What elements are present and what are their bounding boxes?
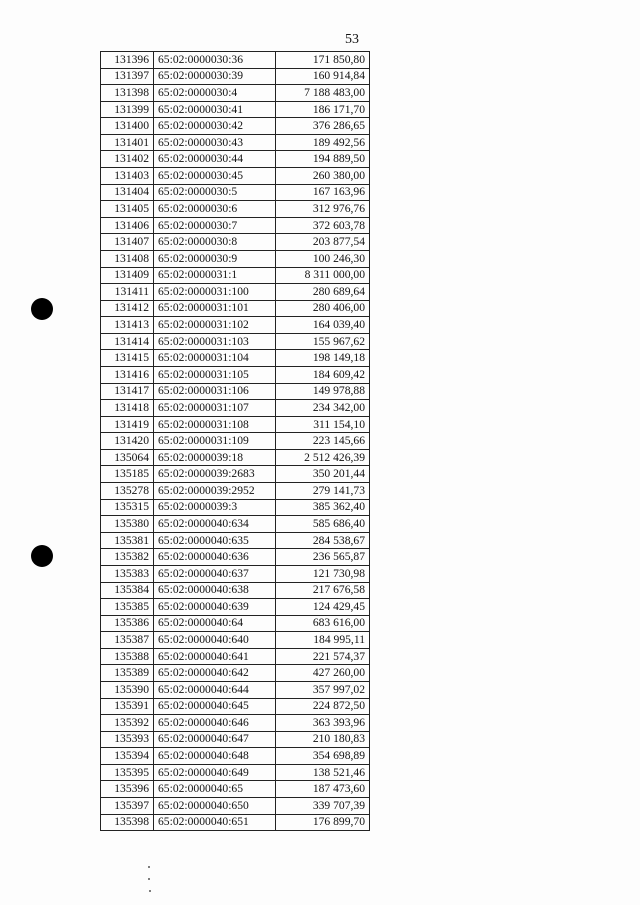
cadastral-value-cell: 279 141,73: [276, 483, 370, 500]
row-number-cell: 131406: [101, 217, 154, 234]
cadastral-number-cell: 65:02:0000030:4: [154, 85, 276, 102]
cadastral-number-cell: 65:02:0000030:41: [154, 101, 276, 118]
row-number-cell: 131415: [101, 350, 154, 367]
cadastral-value-cell: 155 967,62: [276, 333, 370, 350]
row-number-cell: 135185: [101, 466, 154, 483]
table-row: [101, 217, 370, 234]
table-row: [101, 333, 370, 350]
row-number-cell: 131418: [101, 400, 154, 417]
cadastral-value-cell: 160 914,84: [276, 68, 370, 85]
cadastral-number-cell: 65:02:0000040:640: [154, 632, 276, 649]
cadastral-number-cell: 65:02:0000039:2683: [154, 466, 276, 483]
cadastral-number-cell: 65:02:0000031:102: [154, 317, 276, 334]
cadastral-number-cell: 65:02:0000040:637: [154, 565, 276, 582]
cadastral-number-cell: 65:02:0000040:64: [154, 615, 276, 632]
table-body: [101, 52, 370, 831]
cadastral-value-cell: 357 997,02: [276, 681, 370, 698]
cadastral-value-cell: 100 246,30: [276, 250, 370, 267]
row-number-cell: 131404: [101, 184, 154, 201]
row-number-cell: 135395: [101, 764, 154, 781]
cadastral-value-cell: 121 730,98: [276, 565, 370, 582]
row-number-cell: 131413: [101, 317, 154, 334]
table-row: [101, 184, 370, 201]
cadastral-value-cell: 138 521,46: [276, 764, 370, 781]
row-number-cell: 131402: [101, 151, 154, 168]
row-number-cell: 135315: [101, 499, 154, 516]
row-number-cell: 135389: [101, 665, 154, 682]
cadastral-value-cell: 363 393,96: [276, 715, 370, 732]
row-number-cell: 131399: [101, 101, 154, 118]
row-number-cell: 131401: [101, 134, 154, 151]
cadastral-value-cell: 339 707,39: [276, 798, 370, 815]
table-row: [101, 366, 370, 383]
cadastral-value-cell: 194 889,50: [276, 151, 370, 168]
cadastral-value-cell: 217 676,58: [276, 582, 370, 599]
row-number-cell: 131408: [101, 250, 154, 267]
cadastral-value-cell: 354 698,89: [276, 748, 370, 765]
cadastral-number-cell: 65:02:0000031:101: [154, 300, 276, 317]
table-row: [101, 234, 370, 251]
table-row: [101, 715, 370, 732]
cadastral-number-cell: 65:02:0000040:639: [154, 599, 276, 616]
cadastral-value-cell: 189 492,56: [276, 134, 370, 151]
scan-speck: [148, 878, 150, 880]
cadastral-value-cell: 184 609,42: [276, 366, 370, 383]
cadastral-value-cell: 236 565,87: [276, 549, 370, 566]
cadastral-value-cell: 312 976,76: [276, 201, 370, 218]
cadastral-number-cell: 65:02:0000031:1: [154, 267, 276, 284]
row-number-cell: 131400: [101, 118, 154, 135]
row-number-cell: 131409: [101, 267, 154, 284]
cadastral-number-cell: 65:02:0000040:645: [154, 698, 276, 715]
table-row: [101, 118, 370, 135]
cadastral-number-cell: 65:02:0000040:642: [154, 665, 276, 682]
row-number-cell: 135390: [101, 681, 154, 698]
row-number-cell: 131407: [101, 234, 154, 251]
cadastral-value-cell: 311 154,10: [276, 416, 370, 433]
cadastral-number-cell: 65:02:0000030:45: [154, 168, 276, 185]
cadastral-number-cell: 65:02:0000031:106: [154, 383, 276, 400]
cadastral-value-cell: 224 872,50: [276, 698, 370, 715]
table-row: [101, 101, 370, 118]
cadastral-value-cell: 284 538,67: [276, 532, 370, 549]
table-row: [101, 814, 370, 831]
table-row: [101, 516, 370, 533]
cadastral-value-cell: 372 603,78: [276, 217, 370, 234]
cadastral-value-table: [100, 51, 370, 831]
cadastral-value-cell: 149 978,88: [276, 383, 370, 400]
row-number-cell: 131417: [101, 383, 154, 400]
cadastral-number-cell: 65:02:0000040:650: [154, 798, 276, 815]
cadastral-number-cell: 65:02:0000030:5: [154, 184, 276, 201]
cadastral-number-cell: 65:02:0000030:44: [154, 151, 276, 168]
cadastral-value-cell: 350 201,44: [276, 466, 370, 483]
cadastral-value-cell: 385 362,40: [276, 499, 370, 516]
table-row: [101, 466, 370, 483]
cadastral-value-cell: 176 899,70: [276, 814, 370, 831]
table-row: [101, 698, 370, 715]
cadastral-number-cell: 65:02:0000040:647: [154, 731, 276, 748]
table-row: [101, 599, 370, 616]
table-row: [101, 648, 370, 665]
row-number-cell: 135382: [101, 549, 154, 566]
table-row: [101, 549, 370, 566]
cadastral-number-cell: 65:02:0000030:43: [154, 134, 276, 151]
cadastral-value-cell: 7 188 483,00: [276, 85, 370, 102]
cadastral-number-cell: 65:02:0000040:648: [154, 748, 276, 765]
cadastral-number-cell: 65:02:0000030:7: [154, 217, 276, 234]
row-number-cell: 135384: [101, 582, 154, 599]
row-number-cell: 131412: [101, 300, 154, 317]
row-number-cell: 131420: [101, 433, 154, 450]
cadastral-number-cell: 65:02:0000040:638: [154, 582, 276, 599]
row-number-cell: 131403: [101, 168, 154, 185]
table-row: [101, 615, 370, 632]
hole-punch-mark: [31, 298, 53, 320]
row-number-cell: 131411: [101, 284, 154, 301]
cadastral-value-cell: 124 429,45: [276, 599, 370, 616]
row-number-cell: 135391: [101, 698, 154, 715]
table-row: [101, 350, 370, 367]
table-row: [101, 85, 370, 102]
row-number-cell: 135388: [101, 648, 154, 665]
cadastral-value-cell: 683 616,00: [276, 615, 370, 632]
row-number-cell: 135393: [101, 731, 154, 748]
cadastral-number-cell: 65:02:0000040:634: [154, 516, 276, 533]
row-number-cell: 135381: [101, 532, 154, 549]
table-row: [101, 68, 370, 85]
cadastral-number-cell: 65:02:0000030:9: [154, 250, 276, 267]
cadastral-number-cell: 65:02:0000031:109: [154, 433, 276, 450]
cadastral-number-cell: 65:02:0000030:36: [154, 52, 276, 69]
row-number-cell: 131414: [101, 333, 154, 350]
row-number-cell: 131398: [101, 85, 154, 102]
table-row: [101, 781, 370, 798]
table-row: [101, 52, 370, 69]
cadastral-number-cell: 65:02:0000030:8: [154, 234, 276, 251]
table-row: [101, 449, 370, 466]
table-row: [101, 300, 370, 317]
table-row: [101, 201, 370, 218]
cadastral-number-cell: 65:02:0000039:3: [154, 499, 276, 516]
table-row: [101, 168, 370, 185]
cadastral-number-cell: 65:02:0000040:641: [154, 648, 276, 665]
cadastral-value-cell: 167 163,96: [276, 184, 370, 201]
row-number-cell: 135386: [101, 615, 154, 632]
row-number-cell: 131397: [101, 68, 154, 85]
row-number-cell: 135397: [101, 798, 154, 815]
cadastral-value-cell: 171 850,80: [276, 52, 370, 69]
table-row: [101, 151, 370, 168]
cadastral-number-cell: 65:02:0000040:651: [154, 814, 276, 831]
cadastral-number-cell: 65:02:0000031:100: [154, 284, 276, 301]
cadastral-value-cell: 184 995,11: [276, 632, 370, 649]
table-row: [101, 681, 370, 698]
cadastral-value-cell: 8 311 000,00: [276, 267, 370, 284]
cadastral-value-cell: 376 286,65: [276, 118, 370, 135]
cadastral-value-cell: 210 180,83: [276, 731, 370, 748]
row-number-cell: 135396: [101, 781, 154, 798]
cadastral-value-cell: 203 877,54: [276, 234, 370, 251]
cadastral-value-cell: 198 149,18: [276, 350, 370, 367]
cadastral-value-cell: 260 380,00: [276, 168, 370, 185]
row-number-cell: 135385: [101, 599, 154, 616]
table-row: [101, 798, 370, 815]
table-row: [101, 748, 370, 765]
cadastral-value-cell: 186 171,70: [276, 101, 370, 118]
table-row: [101, 416, 370, 433]
cadastral-number-cell: 65:02:0000039:18: [154, 449, 276, 466]
table-row: [101, 764, 370, 781]
cadastral-number-cell: 65:02:0000031:105: [154, 366, 276, 383]
cadastral-number-cell: 65:02:0000030:6: [154, 201, 276, 218]
hole-punch-mark: [31, 545, 53, 567]
table-row: [101, 632, 370, 649]
cadastral-number-cell: 65:02:0000040:646: [154, 715, 276, 732]
table-row: [101, 317, 370, 334]
cadastral-value-cell: 2 512 426,39: [276, 449, 370, 466]
table-row: [101, 665, 370, 682]
table-row: [101, 532, 370, 549]
cadastral-value-cell: 280 689,64: [276, 284, 370, 301]
cadastral-value-cell: 223 145,66: [276, 433, 370, 450]
cadastral-value-cell: 164 039,40: [276, 317, 370, 334]
row-number-cell: 135278: [101, 483, 154, 500]
cadastral-value-cell: 280 406,00: [276, 300, 370, 317]
cadastral-number-cell: 65:02:0000030:42: [154, 118, 276, 135]
cadastral-value-cell: 221 574,37: [276, 648, 370, 665]
cadastral-number-cell: 65:02:0000040:644: [154, 681, 276, 698]
table-row: [101, 250, 370, 267]
scan-speck: [149, 890, 151, 892]
row-number-cell: 135383: [101, 565, 154, 582]
table-row: [101, 565, 370, 582]
row-number-cell: 135064: [101, 449, 154, 466]
table-row: [101, 267, 370, 284]
cadastral-value-cell: 234 342,00: [276, 400, 370, 417]
row-number-cell: 135398: [101, 814, 154, 831]
table-row: [101, 134, 370, 151]
table-row: [101, 483, 370, 500]
page-number: 53: [345, 32, 359, 47]
cadastral-number-cell: 65:02:0000031:104: [154, 350, 276, 367]
cadastral-number-cell: 65:02:0000031:103: [154, 333, 276, 350]
cadastral-value-cell: 427 260,00: [276, 665, 370, 682]
table-row: [101, 731, 370, 748]
row-number-cell: 135392: [101, 715, 154, 732]
cadastral-number-cell: 65:02:0000040:636: [154, 549, 276, 566]
cadastral-value-cell: 585 686,40: [276, 516, 370, 533]
row-number-cell: 135387: [101, 632, 154, 649]
row-number-cell: 131419: [101, 416, 154, 433]
cadastral-value-cell: 187 473,60: [276, 781, 370, 798]
table-row: [101, 499, 370, 516]
cadastral-number-cell: 65:02:0000040:649: [154, 764, 276, 781]
row-number-cell: 135380: [101, 516, 154, 533]
row-number-cell: 135394: [101, 748, 154, 765]
cadastral-number-cell: 65:02:0000031:107: [154, 400, 276, 417]
table-row: [101, 433, 370, 450]
table-row: [101, 582, 370, 599]
row-number-cell: 131405: [101, 201, 154, 218]
cadastral-number-cell: 65:02:0000031:108: [154, 416, 276, 433]
cadastral-number-cell: 65:02:0000030:39: [154, 68, 276, 85]
row-number-cell: 131396: [101, 52, 154, 69]
cadastral-number-cell: 65:02:0000039:2952: [154, 483, 276, 500]
table-row: [101, 284, 370, 301]
cadastral-number-cell: 65:02:0000040:65: [154, 781, 276, 798]
cadastral-number-cell: 65:02:0000040:635: [154, 532, 276, 549]
table-row: [101, 383, 370, 400]
table-row: [101, 400, 370, 417]
row-number-cell: 131416: [101, 366, 154, 383]
scan-speck: [148, 866, 150, 868]
